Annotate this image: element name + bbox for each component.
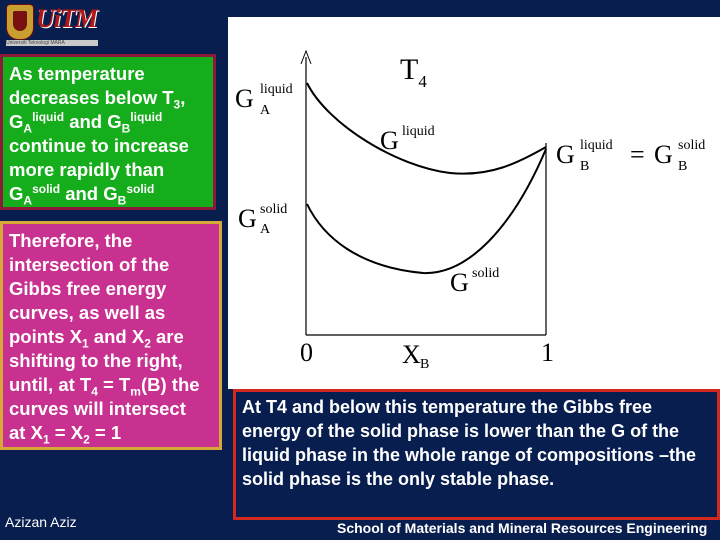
gb-solid-label: G: [654, 140, 673, 169]
magenta-line-5: points $X_1$ and $X_2$ are: [9, 326, 184, 351]
magenta-line-1: Therefore, the: [9, 230, 133, 251]
green-textbox: [0, 54, 216, 210]
magenta-line-3: Gibbs free energy: [9, 278, 167, 299]
green-line-1: As temperature: [9, 63, 145, 84]
g-solid-curve-sup: solid: [472, 266, 500, 281]
magenta-line-9: at $X_1 = X_2 = 1$: [9, 422, 122, 447]
gb-liquid-label: G: [556, 140, 575, 169]
g-liquid-a-sup: liquid: [260, 82, 293, 97]
school-name: School of Materials and Mineral Resources Engineering: [337, 520, 708, 536]
green-line-2: decreases below $T_3$,: [9, 87, 186, 112]
green-line-3: $G_A^{liquid}$ and $G_B^{liquid}$: [9, 109, 163, 136]
gb-liquid-sup: liquid: [580, 138, 613, 153]
green-line-6: $G_A^{solid}$ and $G_B^{solid}$: [9, 181, 155, 208]
magenta-line-6: shifting to the right,: [9, 350, 183, 371]
magenta-line-8: curves will intersect: [9, 398, 186, 419]
green-line-4: continue to increase: [9, 135, 189, 156]
temperature-label: $T_4$: [400, 53, 427, 91]
caption-text: At T4 and below this temperature the Gibbs free energy of the solid phase is lower than the G of the liquid phase in the whole range of compositions –the solid phase is the only stable phase.: [242, 397, 697, 489]
magenta-line-7: until, at $T_4 = T_m(B)$ the: [9, 374, 200, 399]
magenta-line-4: curves, as well as: [9, 302, 166, 323]
g-solid-curve-label: G: [450, 268, 469, 297]
x-axis-label: X: [402, 340, 421, 369]
gb-liquid-sub: B: [580, 159, 590, 174]
gibbs-energy-figure: [228, 17, 720, 389]
logo-subtext: Universiti Teknologi MARA: [6, 40, 98, 46]
gb-equals-sign: =: [630, 140, 645, 169]
gb-solid-sub: B: [678, 159, 688, 174]
caption-box: [233, 389, 720, 520]
magenta-textbox: [0, 221, 222, 450]
university-logo: [4, 2, 100, 48]
g-liquid-curve-sup: liquid: [402, 124, 435, 139]
g-liquid-a-sub: A: [260, 103, 271, 118]
crest-icon: [6, 4, 34, 40]
x-axis-one: 1: [541, 338, 554, 367]
x-axis-label-sub: B: [420, 357, 430, 372]
g-solid-a-sup: solid: [260, 202, 288, 217]
gibbs-energy-diagram: [228, 17, 720, 389]
g-solid-a-label: G: [238, 204, 257, 233]
magenta-line-2: intersection of the: [9, 254, 170, 275]
g-solid-a-sub: A: [260, 222, 271, 237]
logo-text: UiTM: [36, 4, 97, 33]
x-axis-zero: 0: [300, 338, 313, 367]
gb-solid-sup: solid: [678, 138, 706, 153]
g-liquid-a-label: G: [235, 84, 254, 113]
g-liquid-curve-label: G: [380, 126, 399, 155]
author-name: Azizan Aziz: [5, 514, 77, 530]
green-line-5: more rapidly than: [9, 159, 165, 180]
